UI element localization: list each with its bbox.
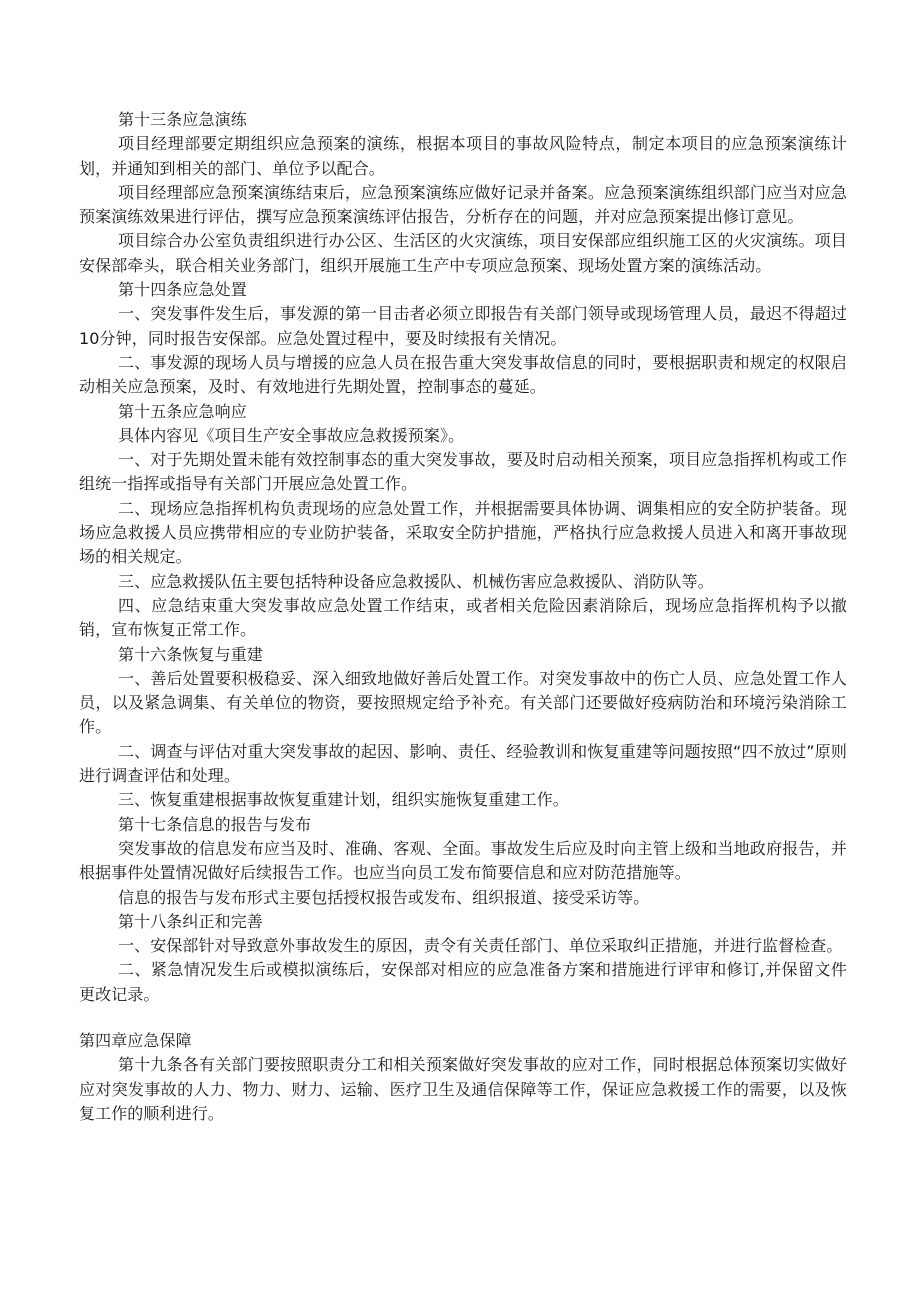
article-14-heading: 第十四条应急处置 [118,280,247,300]
document-body [79,108,847,1126]
paragraph: 项目经理部应急预案演练结束后，应急预案演练应做好记录并备案。应急预案演练组织部门应当对应急预案演练效果进行评估，撰写应急预案演练评估报告，分析存在的问题，并对应急预案提出修订意见。 [79,182,847,227]
article-15-heading: 第十五条应急响应 [118,401,247,421]
paragraph: 第十九条各有关部门要按照职责分工和相关预案做好突发事故的应对工作，同时根据总体预案切实做好应对突发事故的人力、物力、财力、运输、医疗卫生及通信保障等工作，保证应急救援工作的需要，以及恢复工作的顺利进行。 [79,1055,847,1123]
paragraph: 项目经理部要定期组织应急预案的演练，根据本项目的事故风险特点，制定本项目的应急预案演练计划，并通知到相关的部门、单位予以配合。 [79,134,847,178]
article-17-heading: 第十七条信息的报告与发布 [118,814,312,834]
paragraph: 具体内容见《项目生产安全事故应急救援预案》。 [118,425,465,445]
article-18-heading: 第十八条纠正和完善 [118,911,263,931]
chapter-4-heading: 第四章应急保障 [79,1030,192,1050]
paragraph: 二、事发源的现场人员与增援的应急人员在报告重大突发事故信息的同时，要根据职责和规定的权限启动相关应急预案，及时、有效地进行先期处置，控制事态的蔓延。 [79,352,847,397]
paragraph: 三、恢复重建根据事故恢复重建计划，组织实施恢复重建工作。 [118,790,569,810]
paragraph: 项目综合办公室负责组织进行办公区、生活区的火灾演练，项目安保部应组织施工区的火灾演练。项目安保部牵头，联合相关业务部门，组织开展施工生产中专项应急预案、现场处置方案的演练活动。 [79,231,847,275]
paragraph: 四、应急结束重大突发事故应急处置工作结束，或者相关危险因素消除后，现场应急指挥机构予以撤销，宣布恢复正常工作。 [79,595,847,640]
paragraph: 二、现场应急指挥机构负责现场的应急处置工作，并根据需要具体协调、调集相应的安全防护装备。现场应急救援人员应携带相应的专业防护装备，采取安全防护措施，严格执行应急救援人员进入和离开事故现场的相关规定。 [79,498,847,567]
paragraph: 三、应急救援队伍主要包括特种设备应急救援队、机械伤害应急救援队、消防队等。 [118,571,714,591]
paragraph: 二、紧急情况发生后或模拟演练后，安保部对相应的应急准备方案和措施进行评审和修订,并保留文件更改记录。 [79,960,847,1004]
paragraph: 信息的报告与发布形式主要包括授权报告或发布、组织报道、接受采访等。 [118,887,650,907]
paragraph: 一、安保部针对导致意外事故发生的原因，责令有关责任部门、单位采取纠正措施，并进行监督检查。 [118,936,843,956]
paragraph: 突发事故的信息发布应当及时、准确、客观、全面。事故发生后应及时向主管上级和当地政府报告，并根据事件处置情况做好后续报告工作。也应当向员工发布简要信息和应对防范措施等。 [79,838,847,883]
paragraph: 二、调查与评估对重大突发事故的起因、影响、责任、经验教训和恢复重建等问题按照“四不放过”原则进行调查评估和处理。 [79,741,847,786]
article-16-heading: 第十六条恢复与重建 [118,644,263,664]
paragraph: 一、善后处置要积极稳妥、深入细致地做好善后处置工作。对突发事故中的伤亡人员、应急处置工作人员，以及紧急调集、有关单位的物资，要按照规定给予补充。有关部门还要做好疫病防治和环境污染消除工作。 [79,668,847,737]
article-13-heading: 第十三条应急演练 [118,110,247,129]
paragraph: 一、突发事件发生后，事发源的第一目击者必须立即报告有关部门领导或现场管理人员，最迟不得超过10分钟，同时报告安保部。应急处置过程中，要及时续报有关情况。 [79,304,847,348]
paragraph: 一、对于先期处置未能有效控制事态的重大突发事故，要及时启动相关预案，项目应急指挥机构或工作组统一指挥或指导有关部门开展应急处置工作。 [79,450,847,494]
